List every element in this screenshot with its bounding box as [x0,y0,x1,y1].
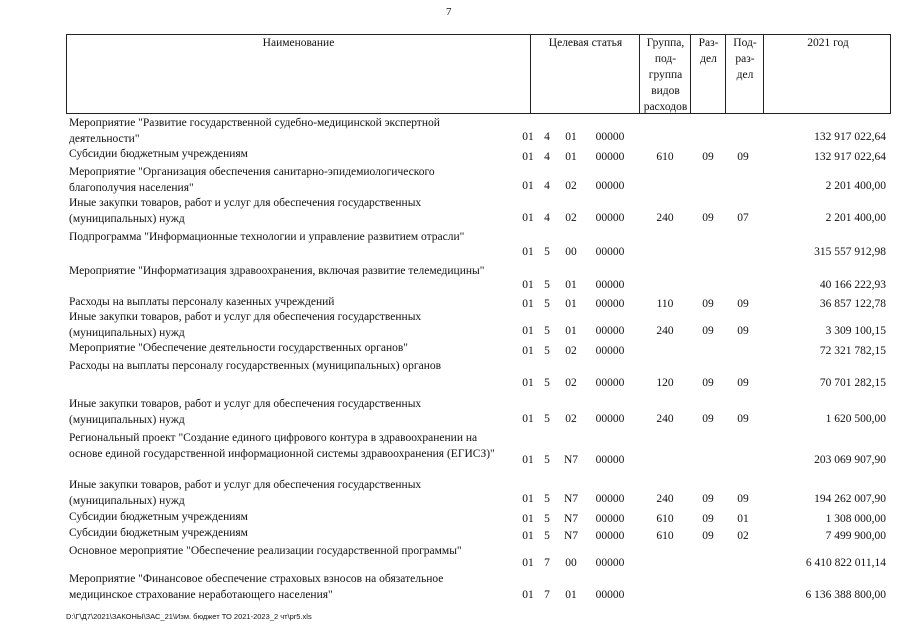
expense-group: 240 [656,493,674,505]
row-name: Мероприятие "Обеспечение деятельности государственных органов" [69,342,408,354]
subsection: 09 [737,377,749,389]
code-subprogram: 4 [544,179,550,192]
code-direction: 00000 [595,212,625,224]
code-event: N7 [563,530,579,542]
amount: 70 701 282,15 [819,377,886,389]
code-program: 01 [522,345,534,357]
file-path-footer: D:\Г\Д7\2021\ЗАКОНЫ\ЗАС_21\Изм. бюджет ТО 2021-2023_2 чт\pr5.xls [66,612,312,621]
expense-group: 120 [656,377,674,389]
code-subprogram: 4 [544,130,550,143]
amount: 6 410 822 011,14 [805,557,886,569]
code-program: 01 [522,246,534,258]
subsection: 09 [737,297,749,310]
table-row [66,295,891,310]
section: 09 [702,151,714,163]
code-event: 01 [565,278,577,291]
table-row [66,264,891,295]
code-subprogram: 5 [544,413,550,425]
amount: 7 499 900,00 [825,530,886,542]
code-program: 01 [522,453,534,466]
code-event: 01 [565,297,577,310]
amount: 2 201 400,00 [825,179,886,192]
table-header [66,34,891,114]
code-direction: 00000 [595,453,625,466]
section: 09 [702,212,714,224]
table-row [66,431,891,478]
code-program: 01 [522,413,534,425]
code-event: 01 [565,151,577,163]
code-event: 02 [565,212,577,224]
header-target: Целевая статья [530,35,640,113]
amount: 72 321 782,15 [819,345,886,357]
table-row [66,510,891,526]
code-direction: 00000 [595,246,625,258]
row-name: Иные закупки товаров, работ и услуг для обеспечения государственных (муниципальных) нужд [69,479,422,507]
code-program: 01 [522,324,534,337]
code-subprogram: 5 [544,278,550,291]
table-row [66,165,891,196]
code-event: 02 [565,413,577,425]
table-row [66,230,891,264]
code-direction: 00000 [595,377,625,389]
table-row [66,196,891,230]
code-subprogram: 5 [544,297,550,310]
code-event: 01 [565,130,577,143]
table-row [66,397,891,431]
table-row [66,147,891,165]
subsection: 02 [737,530,749,542]
code-program: 01 [522,513,534,525]
table-row [66,310,891,341]
table-row [66,572,891,608]
code-program: 01 [522,179,534,192]
amount: 132 917 022,64 [814,130,886,143]
row-name: Региональный проект "Создание единого цифрового контура в здравоохранении на основе единой государственной информационной системы здравоохранения (ЕГИСЗ)" [69,432,495,460]
subsection: 09 [737,493,749,505]
code-subprogram: 7 [544,557,550,569]
section: 09 [702,297,714,310]
code-direction: 00000 [595,589,625,601]
section: 09 [702,530,714,542]
code-direction: 00000 [595,324,625,337]
code-direction: 00000 [595,530,625,542]
code-direction: 00000 [595,345,625,357]
code-subprogram: 5 [544,345,550,357]
code-event: 02 [565,377,577,389]
amount: 1 308 000,00 [825,513,886,525]
row-name: Иные закупки товаров, работ и услуг для обеспечения государственных (муниципальных) нужд [69,197,422,225]
section: 09 [702,513,714,525]
row-name: Основное мероприятие "Обеспечение реализации государственной программы" [69,545,462,557]
expense-group: 610 [656,530,674,542]
amount: 203 069 907,90 [814,453,886,466]
amount: 3 309 100,15 [825,324,886,337]
row-name: Подпрограмма "Информационные технологии и управление развитием отрасли" [69,231,465,243]
expense-group: 240 [656,324,674,337]
amount: 36 857 122,78 [819,297,886,310]
expense-group: 110 [656,297,674,310]
code-event: N7 [563,493,579,505]
row-name: Мероприятие "Развитие государственной судебно-медицинской экспертной деятельности" [69,117,440,145]
table-row [66,526,891,544]
expense-group: 610 [656,513,674,525]
code-subprogram: 5 [544,324,550,337]
code-subprogram: 4 [544,151,550,163]
amount: 40 166 222,93 [819,278,886,291]
code-direction: 00000 [595,278,625,291]
code-program: 01 [522,557,534,569]
code-event: N7 [563,513,579,525]
code-subprogram: 5 [544,513,550,525]
table-row [66,478,891,510]
code-program: 01 [522,589,534,601]
code-direction: 00000 [595,179,625,192]
table-row [66,116,891,147]
row-name: Иные закупки товаров, работ и услуг для обеспечения государственных (муниципальных) нужд [69,311,422,339]
amount: 1 620 500,00 [825,413,886,425]
amount: 6 136 388 800,00 [805,589,886,601]
code-direction: 00000 [595,493,625,505]
amount: 194 262 007,90 [814,493,886,505]
subsection: 07 [737,212,749,224]
subsection: 09 [737,413,749,425]
header-name: Наименование [262,37,335,49]
code-program: 01 [522,130,534,143]
page-number: 7 [446,6,452,18]
code-direction: 00000 [595,297,625,310]
header-subsection: Под- раз- дел [725,35,764,113]
row-name: Иные закупки товаров, работ и услуг для обеспечения государственных (муниципальных) нужд [69,398,422,426]
code-event: 01 [565,324,577,337]
row-name: Мероприятие "Информатизация здравоохранения, включая развитие телемедицины" [69,265,485,277]
budget-table [66,34,891,601]
table-row [66,359,891,397]
code-event: 02 [565,345,577,357]
expense-group: 240 [656,212,674,224]
row-name: Расходы на выплаты персоналу казенных учреждений [69,296,335,308]
row-name: Субсидии бюджетным учреждениям [69,527,248,539]
code-event: 01 [565,589,577,601]
code-subprogram: 5 [544,530,550,542]
code-subprogram: 5 [544,246,550,258]
amount: 2 201 400,00 [825,212,886,224]
code-direction: 00000 [595,513,625,525]
subsection: 01 [737,513,749,525]
code-direction: 00000 [595,151,625,163]
row-name: Расходы на выплаты персоналу государственных (муниципальных) органов [69,360,442,372]
code-subprogram: 5 [544,493,550,505]
table-row [66,341,891,359]
header-section: Раз- дел [690,35,726,113]
code-program: 01 [522,151,534,163]
row-name: Субсидии бюджетным учреждениям [69,511,248,523]
table-row [66,544,891,572]
code-direction: 00000 [595,130,625,143]
code-event: 02 [565,179,577,192]
code-subprogram: 5 [544,453,550,466]
code-program: 01 [522,530,534,542]
row-name: Мероприятие "Финансовое обеспечение страховых взносов на обязательное медицинское страхование неработающего населения" [69,573,444,601]
code-direction: 00000 [595,413,625,425]
row-name: Мероприятие "Организация обеспечения санитарно-эпидемиологического благополучия населения" [69,166,435,194]
code-program: 01 [522,297,534,310]
header-group: Группа, под- группа видов расходов [639,35,691,113]
code-subprogram: 4 [544,212,550,224]
subsection: 09 [737,151,749,163]
code-program: 01 [522,212,534,224]
subsection: 09 [737,324,749,337]
code-subprogram: 7 [544,589,550,601]
expense-group: 610 [656,151,674,163]
header-year: 2021 год [763,35,892,113]
row-name: Субсидии бюджетным учреждениям [69,148,248,160]
code-event: 00 [565,557,577,569]
code-program: 01 [522,278,534,291]
section: 09 [702,493,714,505]
code-direction: 00000 [595,557,625,569]
code-program: 01 [522,377,534,389]
amount: 315 557 912,98 [814,246,886,258]
code-subprogram: 5 [544,377,550,389]
section: 09 [702,377,714,389]
amount: 132 917 022,64 [814,151,886,163]
section: 09 [702,324,714,337]
expense-group: 240 [656,413,674,425]
code-event: N7 [563,453,579,466]
section: 09 [702,413,714,425]
code-event: 00 [565,246,577,258]
code-program: 01 [522,493,534,505]
